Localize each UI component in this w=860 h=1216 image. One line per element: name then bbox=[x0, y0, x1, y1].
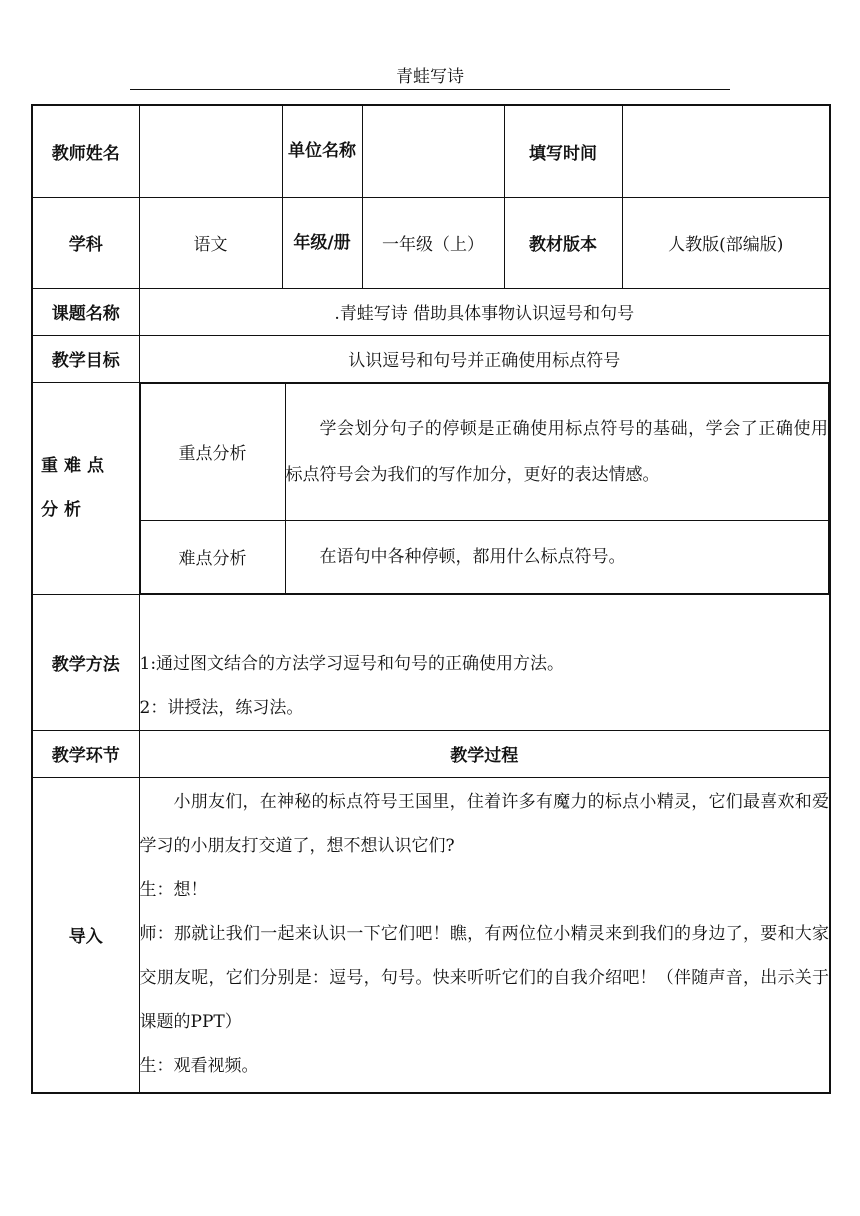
intro-label: 导入 bbox=[32, 777, 139, 1093]
objective-label: 教学目标 bbox=[32, 335, 139, 382]
intro-paragraph-2: 生：想！ bbox=[139, 879, 208, 900]
info-row-2 bbox=[32, 197, 830, 288]
grade-label: 年级/册 bbox=[282, 197, 362, 288]
fill-date-value bbox=[622, 105, 830, 197]
objective-value: 认识逗号和句号并正确使用标点符号 bbox=[139, 335, 830, 382]
key-point-label: 重点分析 bbox=[140, 383, 285, 520]
process-header-row bbox=[32, 730, 830, 777]
key-point-text: 学会划分句子的停顿是正确使用标点符号的基础，学会了正确使用标点符号会为我们的写作加分，更好的表达情感。 bbox=[285, 383, 829, 520]
intro-paragraph-4: 生：观看视频。 bbox=[139, 1055, 259, 1076]
difficult-point-label: 难点分析 bbox=[140, 520, 285, 593]
difficult-point-row bbox=[140, 520, 829, 593]
analysis-row bbox=[32, 382, 830, 594]
analysis-subtable bbox=[140, 383, 830, 594]
analysis-cell bbox=[139, 382, 830, 594]
unit-name-value bbox=[362, 105, 504, 197]
subject-label: 学科 bbox=[32, 197, 139, 288]
document-title: 青蛙写诗 bbox=[396, 67, 464, 87]
unit-name-label: 单位名称 bbox=[282, 105, 362, 197]
method-cell bbox=[139, 594, 830, 730]
method-line-1: 1:通过图文结合的方法学习逗号和句号的正确使用方法。 bbox=[139, 653, 565, 674]
fill-date-label: 填写时间 bbox=[504, 105, 622, 197]
grade-value: 一年级（上） bbox=[362, 197, 504, 288]
method-line-2: 2：讲授法，练习法。 bbox=[139, 697, 304, 718]
title-underline bbox=[130, 89, 730, 90]
topic-label: 课题名称 bbox=[32, 288, 139, 335]
subject-value: 语文 bbox=[139, 197, 282, 288]
intro-cell bbox=[139, 777, 830, 1093]
difficult-point-text: 在语句中各种停顿，都用什么标点符号。 bbox=[285, 520, 829, 593]
teacher-name-label: 教师姓名 bbox=[32, 105, 139, 197]
edition-value: 人教版(部编版) bbox=[622, 197, 830, 288]
info-row-1 bbox=[32, 105, 830, 197]
teacher-name-value bbox=[139, 105, 282, 197]
intro-paragraph-1: 小朋友们，在神秘的标点符号王国里，住着许多有魔力的标点小精灵，它们最喜欢和爱学习的小朋友打交道了，想不想认识它们? bbox=[139, 791, 829, 856]
method-label: 教学方法 bbox=[32, 594, 139, 730]
process-stage-header: 教学环节 bbox=[32, 730, 139, 777]
key-point-row bbox=[140, 383, 829, 520]
objective-row bbox=[32, 335, 830, 382]
lesson-plan-table bbox=[31, 104, 831, 1094]
topic-row bbox=[32, 288, 830, 335]
method-row bbox=[32, 594, 830, 730]
edition-label: 教材版本 bbox=[504, 197, 622, 288]
intro-paragraph-3: 师：那就让我们一起来认识一下它们吧！瞧，有两位位小精灵来到我们的身边了，要和大家交朋友呢，它们分别是：逗号，句号。快来听听它们的自我介绍吧！（伴随声音，出示关于课题的PPT） bbox=[139, 923, 829, 1032]
intro-row bbox=[32, 777, 830, 1093]
topic-value: .青蛙写诗 借助具体事物认识逗号和句号 bbox=[139, 288, 830, 335]
analysis-label: 重难点分析 bbox=[32, 382, 139, 594]
process-content-header: 教学过程 bbox=[139, 730, 830, 777]
